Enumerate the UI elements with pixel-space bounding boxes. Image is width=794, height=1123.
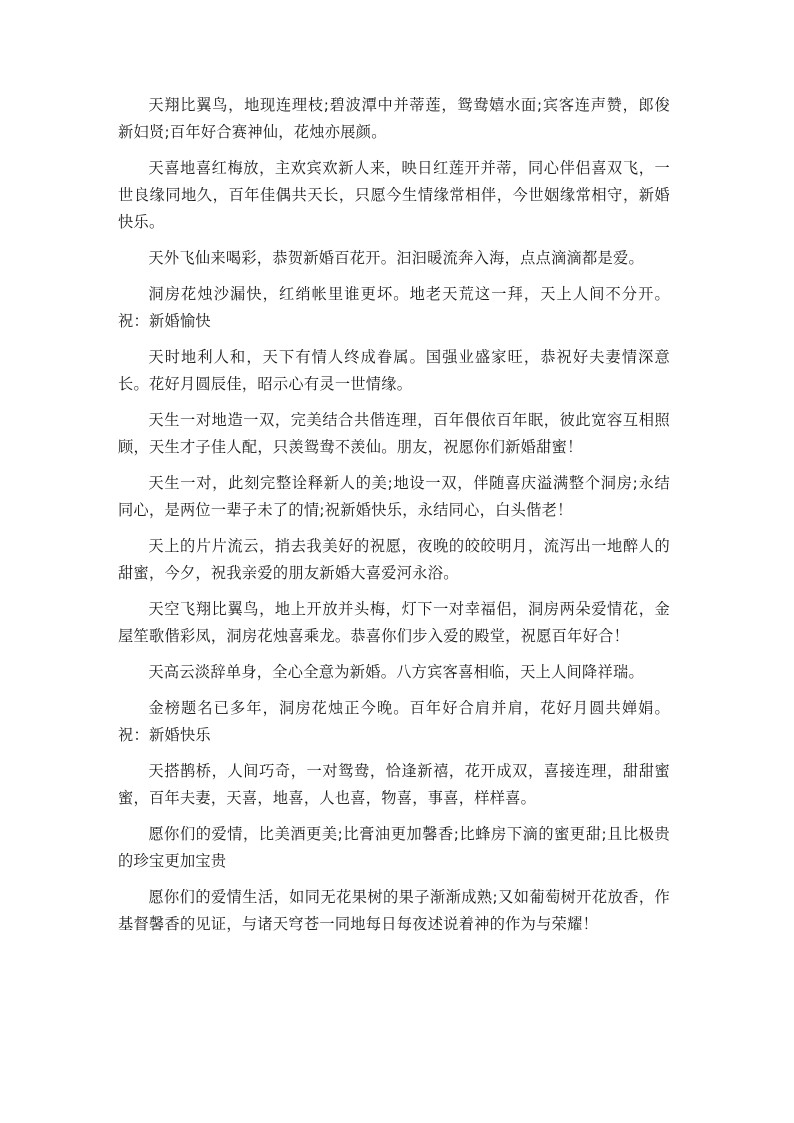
paragraph: 天空飞翔比翼鸟，地上开放并头梅，灯下一对幸福侣，洞房两朵爱情花，金屋笙歌偕彩凤，洞房花烛喜乘龙。恭喜你们步入爱的殿堂，祝愿百年好合！ (118, 600, 670, 645)
paragraph: 洞房花烛沙漏快，红绡帐里谁更坏。地老天荒这一拜，天上人间不分开。祝：新婚愉快 (118, 285, 670, 330)
paragraph: 天高云淡辞单身，全心全意为新婚。八方宾客喜相临，天上人间降祥瑞。 (148, 663, 644, 681)
document-body (118, 92, 670, 947)
paragraph: 天上的片片流云，捎去我美好的祝愿，夜晚的皎皎明月，流泻出一地醉人的甜蜜，今夕，祝我亲爱的朋友新婚大喜爱河永浴。 (118, 537, 670, 582)
paragraph: 天生一对地造一双，完美结合共偕连理，百年偎依百年眠，彼此宽容互相照顾，天生才子佳人配，只羡鸳鸯不羡仙。朋友，祝愿你们新婚甜蜜！ (118, 411, 670, 456)
paragraph: 愿你们的爱情，比美酒更美;比膏油更加馨香;比蜂房下滴的蜜更甜;且比极贵的珍宝更加宝贵 (118, 825, 670, 870)
paragraph: 天外飞仙来喝彩，恭贺新婚百花开。汩汩暖流奔入海，点点滴滴都是爱。 (148, 249, 644, 267)
paragraph: 天搭鹊桥，人间巧奇，一对鸳鸯，恰逢新禧，花开成双，喜接连理，甜甜蜜蜜，百年夫妻，天喜，地喜，人也喜，物喜，事喜，样样喜。 (118, 762, 670, 807)
paragraph: 天翔比翼鸟，地现连理枝;碧波潭中并蒂莲，鸳鸯嬉水面;宾客连声赞，郎俊新妇贤;百年好合赛神仙，花烛亦展颜。 (118, 96, 670, 141)
paragraph: 天喜地喜红梅放，主欢宾欢新人来，映日红莲开并蒂，同心伴侣喜双飞，一世良缘同地久，百年佳偶共天长，只愿今生情缘常相伴，今世姻缘常相守，新婚快乐。 (118, 159, 670, 231)
paragraph: 天时地利人和，天下有情人终成眷属。国强业盛家旺，恭祝好夫妻情深意长。花好月圆辰佳，昭示心有灵一世情缘。 (118, 348, 670, 393)
paragraph: 金榜题名已多年，洞房花烛正今晚。百年好合肩并肩，花好月圆共婵娟。祝：新婚快乐 (118, 699, 670, 744)
paragraph: 天生一对，此刻完整诠释新人的美;地设一双，伴随喜庆溢满整个洞房;永结同心，是两位一辈子未了的情;祝新婚快乐，永结同心，白头偕老！ (118, 474, 670, 519)
paragraph: 愿你们的爱情生活，如同无花果树的果子渐渐成熟;又如葡萄树开花放香，作基督馨香的见证，与诸天穹苍一同地每日每夜述说着神的作为与荣耀！ (118, 888, 670, 933)
